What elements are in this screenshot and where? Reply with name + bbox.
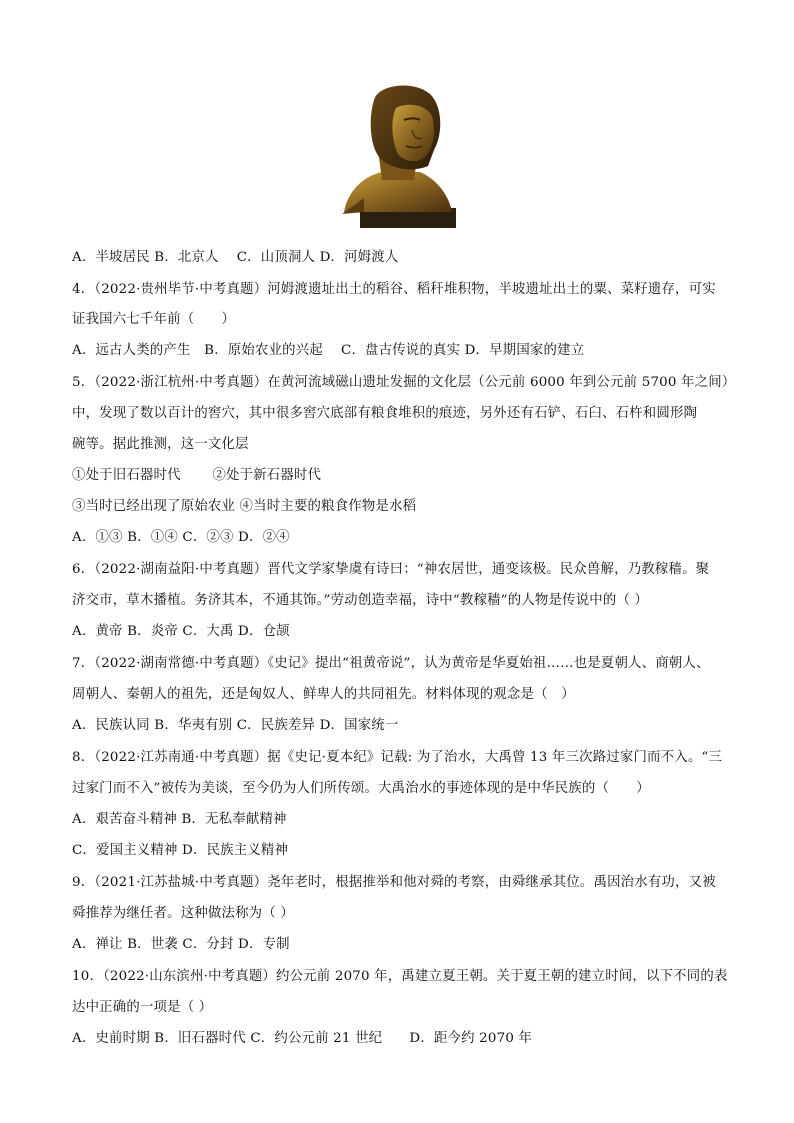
- answer-options-q3: A．半坡居民 B．北京人 C．山顶洞人 D．河姆渡人: [72, 250, 399, 265]
- question-7-text: 7．（2022·湖南常德·中考真题）《史记》提出“祖黄帝说”，认为黄帝是华夏始祖……也是夏朝人、商朝人、: [72, 656, 710, 671]
- bust-sculpture-image: [334, 80, 458, 230]
- answer-options-q6: A．黄帝 B．炎帝 C．大禹 D．仓颉: [72, 624, 290, 639]
- question-9-text: 9．（2021·江苏盐城·中考真题）尧年老时，根据推举和他对舜的考察，由舜继承其位。禹因治水有功，又被: [72, 875, 716, 890]
- question-5-text-cont: 碗等。据此推测，这一文化层: [72, 437, 249, 452]
- answer-options-q10: A．史前时期 B．旧石器时代 C．约公元前 21 世纪 D．距今约 2070 年: [72, 1031, 533, 1046]
- answer-options-q4: A．远古人类的产生 B．原始农业的兴起 C．盘古传说的真实 D．早期国家的建立: [72, 343, 585, 358]
- answer-options-q5: A．①③ B．①④ C．②③ D．②④: [72, 530, 290, 545]
- answer-options-q8-cont: C．爱国主义精神 D．民族主义精神: [72, 843, 289, 858]
- question-8-text: 8．（2022·江苏南通·中考真题）据《史记·夏本纪》记载: 为了治水，大禹曾 13 年三次路过家门而不入。“三: [72, 750, 723, 765]
- question-7-text-cont: 周朝人、秦朝人的祖先，还是匈奴人、鲜卑人的共同祖先。材料体现的观念是（ ）: [72, 687, 575, 702]
- question-10-text: 10．（2022·山东滨州·中考真题）约公元前 2070 年，禹建立夏王朝。关于夏王朝的建立时间，以下不同的表: [72, 969, 728, 984]
- question-9-text-cont: 舜推荐为继任者。这种做法称为（ ）: [72, 906, 294, 921]
- answer-options-q8: A．艰苦奋斗精神 B．无私奉献精神: [72, 812, 287, 827]
- question-6-text-cont: 济交市，草木播植。务济其本，不通其饰。”劳动创造幸福，诗中“教稼穑”的人物是传说中的（ ）: [72, 593, 649, 608]
- question-5-text-cont: 中，发现了数以百计的窖穴，其中很多窖穴底部有粮食堆积的痕迹，另外还有石铲、石臼、石杵和圆形陶: [72, 406, 698, 421]
- question-4-text-cont: 证我国六七千年前（ ）: [72, 312, 236, 327]
- answer-options-q9: A．禅让 B．世袭 C．分封 D．专制: [72, 937, 290, 952]
- question-5-statements: ③当时已经出现了原始农业 ④当时主要的粮食作物是水稻: [72, 499, 417, 514]
- question-5-statements: ①处于旧石器时代 ②处于新石器时代: [72, 468, 322, 483]
- question-8-text-cont: 过家门而不入”被传为美谈，至今仍为人们所传颂。大禹治水的事迹体现的是中华民族的（ ）: [72, 781, 650, 796]
- question-10-text-cont: 达中正确的一项是（ ）: [72, 1000, 213, 1015]
- question-4-text: 4．（2022·贵州毕节·中考真题）河姆渡遗址出土的稻谷、稻秆堆积物，半坡遗址出土的粟、菜籽遗存，可实: [72, 282, 716, 297]
- question-5-text: 5．（2022·浙江杭州·中考真题）在黄河流域磁山遗址发掘的文化层（公元前 6000 年到公元前 5700 年之间）: [72, 375, 736, 390]
- question-6-text: 6．（2022·湖南益阳·中考真题）晋代文学家挚虞有诗曰：“神农居世，通变该极。民众兽解，乃教稼穑。聚: [72, 562, 710, 577]
- answer-options-q7: A．民族认同 B．华夷有别 C．民族差异 D．国家统一: [72, 718, 399, 733]
